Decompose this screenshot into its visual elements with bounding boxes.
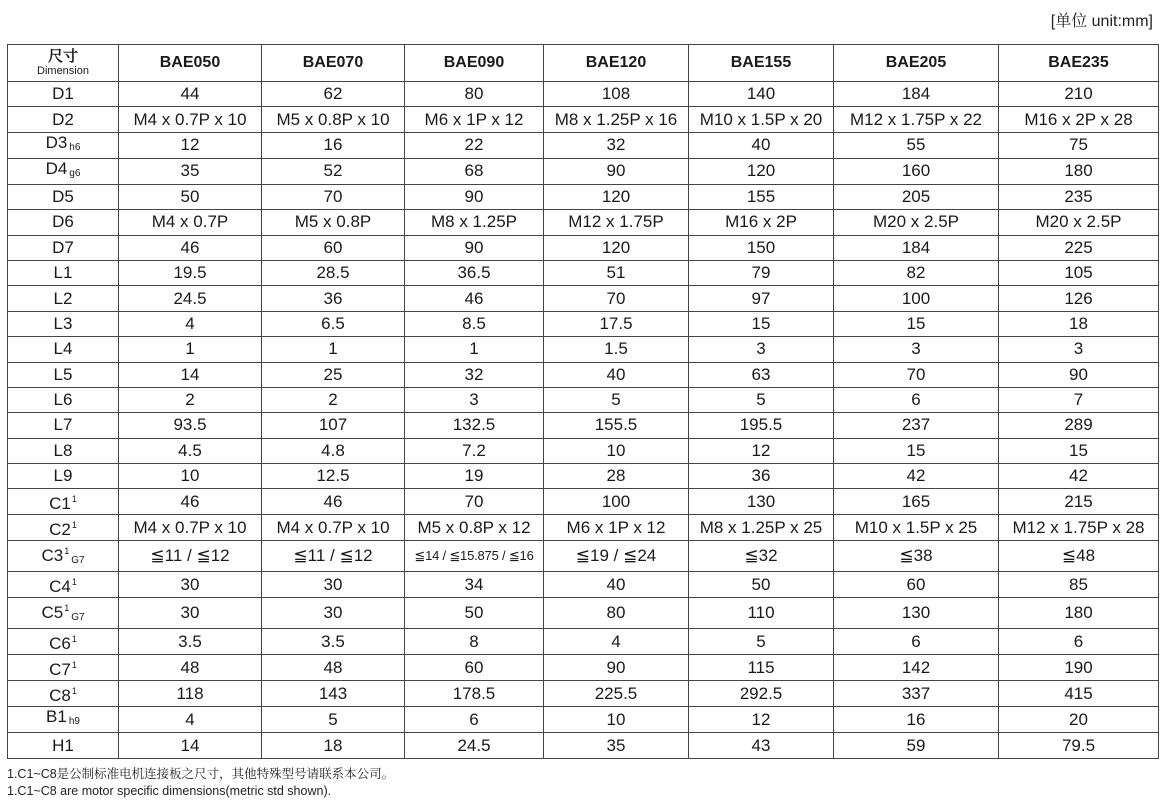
value-cell: 155.5 <box>544 413 689 438</box>
dimension-cell <box>8 629 119 655</box>
dimension-table <box>7 44 1159 759</box>
value-cell: 48 <box>119 655 262 681</box>
value-cell: 180 <box>999 598 1159 629</box>
value-cell: M10 x 1.5P x 25 <box>834 515 999 541</box>
value-cell: 120 <box>544 184 689 209</box>
value-cell: M4 x 0.7P x 10 <box>262 515 405 541</box>
table-row <box>8 82 1159 107</box>
dimension-cell <box>8 107 119 132</box>
table-row <box>8 387 1159 412</box>
table-row <box>8 515 1159 541</box>
value-cell: 150 <box>689 235 834 260</box>
value-cell: 18 <box>999 311 1159 336</box>
table-row <box>8 572 1159 598</box>
value-cell: 42 <box>834 464 999 489</box>
dimension-header <box>8 45 119 82</box>
value-cell: 50 <box>119 184 262 209</box>
dimension-cell <box>8 681 119 707</box>
value-cell: ≦14 / ≦15.875 / ≦16 <box>405 541 544 572</box>
value-cell: 178.5 <box>405 681 544 707</box>
dimension-label: L4 <box>53 339 73 359</box>
value-cell: M6 x 1P x 12 <box>544 515 689 541</box>
value-cell: ≦11 / ≦12 <box>262 541 405 572</box>
value-cell: 115 <box>689 655 834 681</box>
value-cell: 5 <box>689 387 834 412</box>
value-cell: 28.5 <box>262 260 405 285</box>
dimension-label: D4 <box>45 158 68 178</box>
value-cell: 1 <box>119 337 262 362</box>
dimension-cell <box>8 387 119 412</box>
dimension-label: D7 <box>52 237 74 257</box>
table-row <box>8 464 1159 489</box>
dimension-cell <box>8 82 119 107</box>
value-cell: 118 <box>119 681 262 707</box>
value-cell: 15 <box>689 311 834 336</box>
value-cell: 120 <box>544 235 689 260</box>
value-cell: 40 <box>544 572 689 598</box>
value-cell: 1 <box>262 337 405 362</box>
table-row <box>8 184 1159 209</box>
value-cell: M4 x 0.7P x 10 <box>119 107 262 132</box>
value-cell: 5 <box>544 387 689 412</box>
value-cell: 50 <box>405 598 544 629</box>
value-cell: 105 <box>999 260 1159 285</box>
value-cell: 80 <box>405 82 544 107</box>
value-cell: 46 <box>405 286 544 311</box>
value-cell: 140 <box>689 82 834 107</box>
value-cell: 46 <box>119 489 262 515</box>
value-cell: 70 <box>262 184 405 209</box>
value-cell: 165 <box>834 489 999 515</box>
dimension-label: C2 <box>49 520 71 540</box>
value-cell: 7 <box>999 387 1159 412</box>
dimension-header-en: Dimension <box>37 65 89 77</box>
value-cell: 190 <box>999 655 1159 681</box>
dimension-label: L3 <box>53 313 73 333</box>
value-cell: 46 <box>262 489 405 515</box>
dimension-cell <box>8 464 119 489</box>
value-cell: 55 <box>834 132 999 158</box>
table-row <box>8 311 1159 336</box>
value-cell: 90 <box>405 184 544 209</box>
value-cell: 60 <box>405 655 544 681</box>
value-cell: 237 <box>834 413 999 438</box>
table-row <box>8 681 1159 707</box>
value-cell: 15 <box>999 438 1159 463</box>
value-cell: 14 <box>119 362 262 387</box>
table-row <box>8 158 1159 184</box>
table-row <box>8 629 1159 655</box>
value-cell: 6 <box>405 707 544 733</box>
value-cell: 52 <box>262 158 405 184</box>
value-cell: 90 <box>544 158 689 184</box>
model-header: BAE235 <box>999 45 1159 82</box>
value-cell: 195.5 <box>689 413 834 438</box>
dimension-label: L1 <box>53 263 73 283</box>
value-cell: M6 x 1P x 12 <box>405 107 544 132</box>
value-cell: 36.5 <box>405 260 544 285</box>
value-cell: 36 <box>262 286 405 311</box>
value-cell: 3 <box>834 337 999 362</box>
value-cell: 143 <box>262 681 405 707</box>
value-cell: 36 <box>689 464 834 489</box>
value-cell: M8 x 1.25P x 16 <box>544 107 689 132</box>
footnotes <box>7 766 394 800</box>
model-header: BAE090 <box>405 45 544 82</box>
dimension-label: C3 <box>41 546 64 566</box>
table-row <box>8 362 1159 387</box>
value-cell: M12 x 1.75P x 22 <box>834 107 999 132</box>
value-cell: 90 <box>544 655 689 681</box>
value-cell: 63 <box>689 362 834 387</box>
value-cell: 5 <box>689 629 834 655</box>
value-cell: 10 <box>544 707 689 733</box>
value-cell: 40 <box>544 362 689 387</box>
value-cell: 4 <box>119 311 262 336</box>
unit-label: [单位 unit:mm] <box>1050 13 1153 30</box>
dimension-cell <box>8 158 119 184</box>
value-cell: 108 <box>544 82 689 107</box>
dimension-label: C1 <box>49 494 71 514</box>
value-cell: 2 <box>262 387 405 412</box>
value-cell: 85 <box>999 572 1159 598</box>
value-cell: M16 x 2P <box>689 210 834 235</box>
value-cell: 4.8 <box>262 438 405 463</box>
value-cell: 60 <box>262 235 405 260</box>
value-cell: 225 <box>999 235 1159 260</box>
dimension-cell <box>8 362 119 387</box>
table-row <box>8 235 1159 260</box>
dimension-label: D6 <box>52 212 74 232</box>
dimension-note-marker: 1 <box>71 634 77 645</box>
value-cell: 32 <box>405 362 544 387</box>
value-cell: 82 <box>834 260 999 285</box>
table-header-row <box>8 45 1159 82</box>
dimension-cell <box>8 286 119 311</box>
table-row <box>8 438 1159 463</box>
value-cell: 12 <box>689 438 834 463</box>
value-cell: 28 <box>544 464 689 489</box>
table-row <box>8 707 1159 733</box>
tolerance-class: h6 <box>69 141 81 153</box>
table-row <box>8 489 1159 515</box>
dimension-note-marker: 1 <box>64 603 70 614</box>
dimension-note-marker: 1 <box>71 494 77 505</box>
value-cell: 142 <box>834 655 999 681</box>
value-cell: 132.5 <box>405 413 544 438</box>
value-cell: ≦32 <box>689 541 834 572</box>
footnote-en: 1.C1~C8 are motor specific dimensions(metric std shown). <box>7 784 332 798</box>
value-cell: 22 <box>405 132 544 158</box>
value-cell: M5 x 0.8P x 12 <box>405 515 544 541</box>
dimension-cell <box>8 541 119 572</box>
table-row <box>8 598 1159 629</box>
value-cell: 70 <box>544 286 689 311</box>
value-cell: 50 <box>689 572 834 598</box>
value-cell: 120 <box>689 158 834 184</box>
value-cell: 5 <box>262 707 405 733</box>
table-row <box>8 655 1159 681</box>
value-cell: 70 <box>834 362 999 387</box>
model-header: BAE155 <box>689 45 834 82</box>
dimension-label: L6 <box>53 390 73 410</box>
dimension-cell <box>8 515 119 541</box>
value-cell: 70 <box>405 489 544 515</box>
value-cell: 35 <box>119 158 262 184</box>
value-cell: 100 <box>834 286 999 311</box>
dimension-label: D2 <box>52 109 74 129</box>
table-row <box>8 413 1159 438</box>
value-cell: 51 <box>544 260 689 285</box>
value-cell: M12 x 1.75P <box>544 210 689 235</box>
dimension-label: C4 <box>49 577 71 597</box>
dimension-cell <box>8 210 119 235</box>
value-cell: 10 <box>544 438 689 463</box>
dimension-cell <box>8 707 119 733</box>
value-cell: 17.5 <box>544 311 689 336</box>
dimension-cell <box>8 489 119 515</box>
value-cell: 20 <box>999 707 1159 733</box>
value-cell: 80 <box>544 598 689 629</box>
table-row <box>8 107 1159 132</box>
value-cell: 107 <box>262 413 405 438</box>
value-cell: 19 <box>405 464 544 489</box>
value-cell: M5 x 0.8P <box>262 210 405 235</box>
table-row <box>8 132 1159 158</box>
value-cell: 4 <box>544 629 689 655</box>
value-cell: 15 <box>834 438 999 463</box>
value-cell: 14 <box>119 733 262 758</box>
value-cell: 16 <box>834 707 999 733</box>
value-cell: 215 <box>999 489 1159 515</box>
value-cell: 337 <box>834 681 999 707</box>
value-cell: 7.2 <box>405 438 544 463</box>
value-cell: ≦11 / ≦12 <box>119 541 262 572</box>
value-cell: M20 x 2.5P <box>834 210 999 235</box>
value-cell: 30 <box>262 598 405 629</box>
value-cell: 34 <box>405 572 544 598</box>
value-cell: 93.5 <box>119 413 262 438</box>
dimension-label: H1 <box>52 735 74 755</box>
value-cell: 205 <box>834 184 999 209</box>
dimension-cell <box>8 655 119 681</box>
value-cell: M12 x 1.75P x 28 <box>999 515 1159 541</box>
dimension-label: C6 <box>49 634 71 654</box>
value-cell: 48 <box>262 655 405 681</box>
value-cell: 16 <box>262 132 405 158</box>
dimension-label: L9 <box>53 466 73 486</box>
value-cell: 3 <box>689 337 834 362</box>
value-cell: 12 <box>119 132 262 158</box>
value-cell: 415 <box>999 681 1159 707</box>
dimension-note-marker: 1 <box>71 520 77 531</box>
table-row <box>8 286 1159 311</box>
value-cell: M16 x 2P x 28 <box>999 107 1159 132</box>
dimension-label: L2 <box>53 288 73 308</box>
dimension-label: D3 <box>45 132 68 152</box>
value-cell: 3.5 <box>119 629 262 655</box>
table-row <box>8 260 1159 285</box>
model-header: BAE205 <box>834 45 999 82</box>
dimension-cell <box>8 235 119 260</box>
value-cell: 110 <box>689 598 834 629</box>
dimension-label: C5 <box>41 603 64 623</box>
value-cell: 12 <box>689 707 834 733</box>
value-cell: 4 <box>119 707 262 733</box>
value-cell: M8 x 1.25P x 25 <box>689 515 834 541</box>
value-cell: 90 <box>999 362 1159 387</box>
value-cell: 15 <box>834 311 999 336</box>
value-cell: 40 <box>689 132 834 158</box>
value-cell: 126 <box>999 286 1159 311</box>
value-cell: 1.5 <box>544 337 689 362</box>
value-cell: 46 <box>119 235 262 260</box>
value-cell: 184 <box>834 235 999 260</box>
dimension-cell <box>8 184 119 209</box>
value-cell: 79.5 <box>999 733 1159 758</box>
value-cell: ≦19 / ≦24 <box>544 541 689 572</box>
value-cell: M5 x 0.8P x 10 <box>262 107 405 132</box>
dimension-note-marker: 1 <box>71 577 77 588</box>
value-cell: 6 <box>999 629 1159 655</box>
value-cell: 24.5 <box>119 286 262 311</box>
table-row <box>8 733 1159 758</box>
value-cell: 97 <box>689 286 834 311</box>
value-cell: 19.5 <box>119 260 262 285</box>
value-cell: 30 <box>262 572 405 598</box>
value-cell: 6.5 <box>262 311 405 336</box>
value-cell: 8 <box>405 629 544 655</box>
value-cell: 75 <box>999 132 1159 158</box>
dimension-label: L7 <box>53 415 73 435</box>
value-cell: M8 x 1.25P <box>405 210 544 235</box>
value-cell: 6 <box>834 629 999 655</box>
value-cell: 62 <box>262 82 405 107</box>
value-cell: 289 <box>999 413 1159 438</box>
value-cell: M20 x 2.5P <box>999 210 1159 235</box>
value-cell: 12.5 <box>262 464 405 489</box>
value-cell: 79 <box>689 260 834 285</box>
value-cell: 225.5 <box>544 681 689 707</box>
value-cell: 30 <box>119 598 262 629</box>
value-cell: 35 <box>544 733 689 758</box>
value-cell: 18 <box>262 733 405 758</box>
dimension-note-marker: 1 <box>71 686 77 697</box>
tolerance-class: h9 <box>68 716 80 728</box>
model-header: BAE050 <box>119 45 262 82</box>
value-cell: 184 <box>834 82 999 107</box>
dimension-cell <box>8 572 119 598</box>
tolerance-class: G7 <box>71 612 85 624</box>
dimension-label: C8 <box>49 686 71 706</box>
value-cell: 44 <box>119 82 262 107</box>
value-cell: 30 <box>119 572 262 598</box>
dimension-cell <box>8 598 119 629</box>
value-cell: 3.5 <box>262 629 405 655</box>
value-cell: 68 <box>405 158 544 184</box>
dimension-cell <box>8 733 119 758</box>
dimension-cell <box>8 438 119 463</box>
value-cell: 3 <box>405 387 544 412</box>
dimension-note-marker: 1 <box>64 546 70 557</box>
dimension-note-marker: 1 <box>71 660 77 671</box>
dimension-cell <box>8 260 119 285</box>
dimension-label: D1 <box>52 84 74 104</box>
table-body <box>8 82 1159 759</box>
table-row <box>8 210 1159 235</box>
tolerance-class: G7 <box>71 555 85 567</box>
dimension-label: L5 <box>53 364 73 384</box>
value-cell: 155 <box>689 184 834 209</box>
value-cell: 130 <box>689 489 834 515</box>
table-row <box>8 337 1159 362</box>
dimension-label: B1 <box>46 707 67 727</box>
model-header: BAE070 <box>262 45 405 82</box>
value-cell: 2 <box>119 387 262 412</box>
dimension-cell <box>8 413 119 438</box>
value-cell: 6 <box>834 387 999 412</box>
value-cell: M10 x 1.5P x 20 <box>689 107 834 132</box>
value-cell: M4 x 0.7P <box>119 210 262 235</box>
value-cell: 59 <box>834 733 999 758</box>
dimension-cell <box>8 132 119 158</box>
value-cell: 180 <box>999 158 1159 184</box>
dimension-cell <box>8 311 119 336</box>
value-cell: 8.5 <box>405 311 544 336</box>
table-row <box>8 541 1159 572</box>
value-cell: 1 <box>405 337 544 362</box>
value-cell: 24.5 <box>405 733 544 758</box>
value-cell: ≦48 <box>999 541 1159 572</box>
value-cell: 32 <box>544 132 689 158</box>
value-cell: 235 <box>999 184 1159 209</box>
value-cell: 130 <box>834 598 999 629</box>
dimension-label: C7 <box>49 660 71 680</box>
value-cell: 160 <box>834 158 999 184</box>
value-cell: 60 <box>834 572 999 598</box>
value-cell: 42 <box>999 464 1159 489</box>
dimension-label: D5 <box>52 186 74 206</box>
value-cell: 25 <box>262 362 405 387</box>
value-cell: 292.5 <box>689 681 834 707</box>
value-cell: 43 <box>689 733 834 758</box>
value-cell: 90 <box>405 235 544 260</box>
dimension-header-cn: 尺寸 <box>47 48 78 65</box>
value-cell: 10 <box>119 464 262 489</box>
value-cell: 210 <box>999 82 1159 107</box>
dimension-label: L8 <box>53 440 73 460</box>
model-header: BAE120 <box>544 45 689 82</box>
dimension-cell <box>8 337 119 362</box>
value-cell: 3 <box>999 337 1159 362</box>
value-cell: ≦38 <box>834 541 999 572</box>
value-cell: M4 x 0.7P x 10 <box>119 515 262 541</box>
value-cell: 100 <box>544 489 689 515</box>
value-cell: 4.5 <box>119 438 262 463</box>
footnote-cn: 1.C1~C8是公制标准电机连接板之尺寸，其他特殊型号请联系本公司。 <box>7 767 395 781</box>
tolerance-class: g6 <box>69 167 81 179</box>
